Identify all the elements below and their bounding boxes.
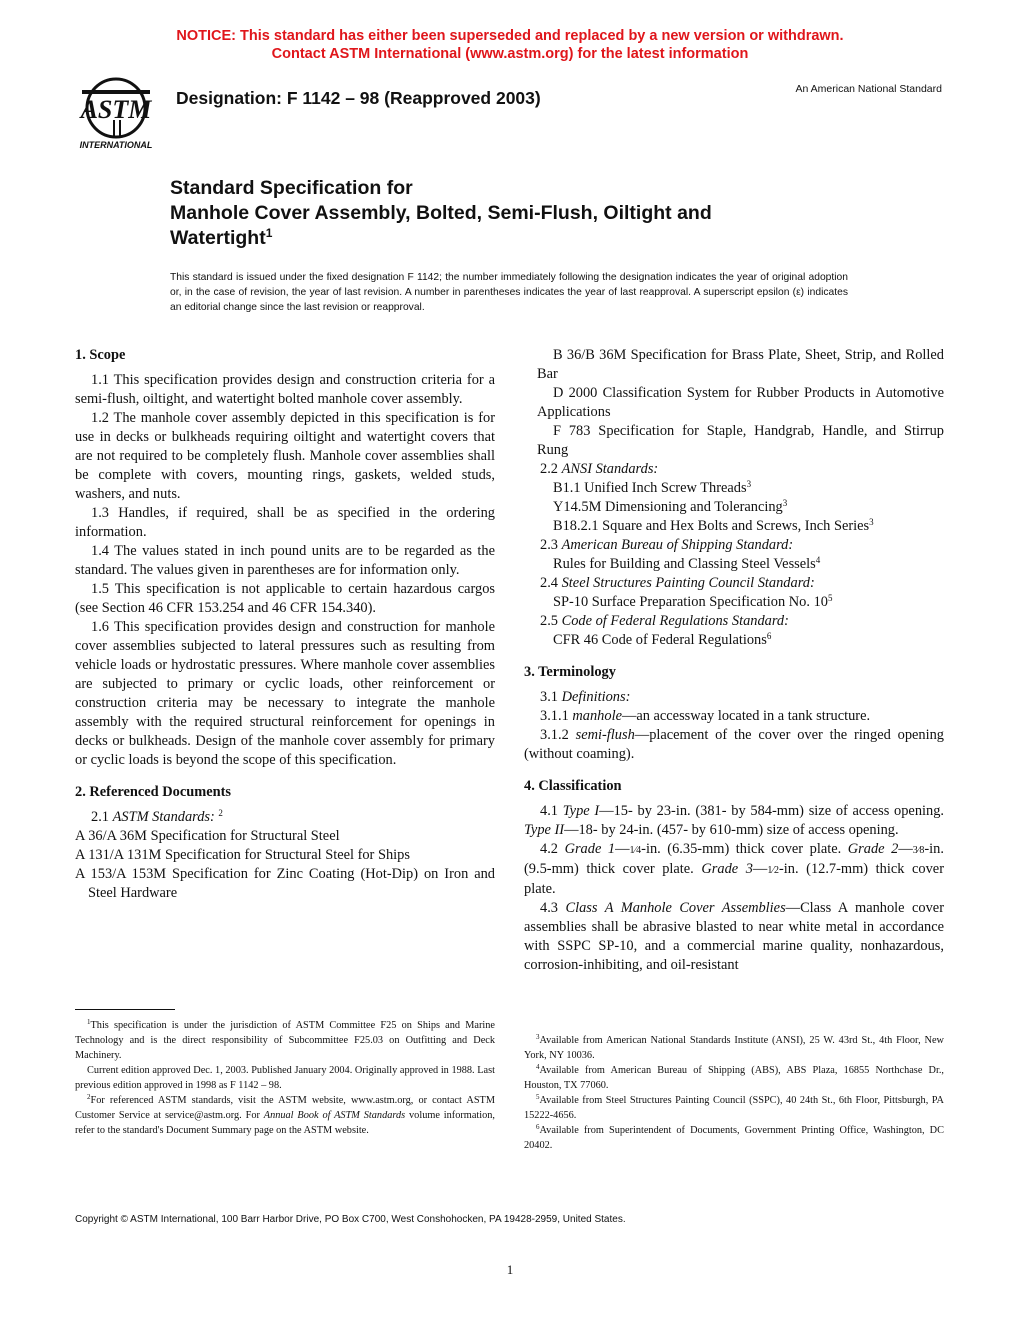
para-2-1: 2.1 ASTM Standards: $^2$	[91, 808, 223, 825]
footnotes-left	[75, 1018, 495, 1138]
para-2-3: 2.3 American Bureau of Shipping Standard:	[540, 537, 794, 553]
ref-d2000: D 2000 Classification System for Rubber Products in Automotive Applications	[537, 385, 944, 420]
section-classification-heading: 4. Classification	[524, 778, 622, 794]
footnote-2: $^2$For referenced ASTM standards, visit the ASTM website, www.astm.org, or contact ASTM Customer Service at service@astm.org. For Annual Book of ASTM Standards volume information, refer to the standard's Document Summary page on the ASTM website.	[75, 1093, 495, 1136]
supersede-notice	[0, 27, 1020, 63]
footnotes-right	[524, 1033, 944, 1153]
national-standard-label: An American National Standard	[795, 83, 942, 95]
ref-a131: A 131/A 131M Specification for Structural Steel for Ships	[75, 847, 410, 863]
ref-b11: B1.1 Unified Inch Screw Threads$^3$	[553, 479, 752, 496]
footnote-4: $^4$Available from American Bureau of Shipping (ABS), ABS Plaza, 16855 Northchase Dr., Houston, TX 77060.	[524, 1063, 944, 1091]
copyright: Copyright © ASTM International, 100 Barr Harbor Drive, PO Box C700, West Conshohocken, PA 19428-2959, United States.	[75, 1214, 626, 1225]
para-1-6: 1.6 This specification provides design and construction for manhole cover assemblies subjected to lateral pressures such as resulting from vehicle loads or hydrostatic pressures. Where manhole cover assemblies are subjected to primary or cyclic loads, other reinforcement or construction criteria may be necessary to integrate the manhole assembly with the required structural reinforcement for openings in decks or bulkheads. Design of the manhole cover assembly for primary or cyclic loads is beyond the scope of this specification.	[75, 619, 495, 768]
ref-b36: B 36/B 36M Specification for Brass Plate, Sheet, Strip, and Rolled Bar	[537, 347, 944, 382]
para-3-1-1: 3.1.1 manhole—an accessway located in a tank structure.	[540, 708, 871, 724]
para-1-1: 1.1 This specification provides design and construction criteria for a semi-flush, oiltight, and watertight bolted manhole cover assembly.	[75, 372, 495, 407]
astm-logo-icon	[72, 76, 160, 152]
section-referenced-heading: 2. Referenced Documents	[75, 784, 231, 800]
para-1-4: 1.4 The values stated in inch pound units are to be regarded as the standard. The values given in parentheses are for information only.	[75, 543, 495, 578]
ref-b1821: B18.2.1 Square and Hex Bolts and Screws, Inch Series$^3$	[553, 517, 874, 534]
para-2-5: 2.5 Code of Federal Regulations Standard:	[540, 613, 789, 629]
left-column	[75, 346, 495, 903]
para-4-3: 4.3 Class A Manhole Cover Assemblies—Class A manhole cover assemblies shall be abrasive blasted to near white metal in accordance with SSPC SP-10, and a commercial marine quality, nonhazardous, corrosion-inhibiting, and oil-resistant	[524, 900, 944, 973]
para-3-1-2: 3.1.2 semi-flush—placement of the cover over the ringed opening (without coaming).	[524, 727, 944, 762]
ref-a36: A 36/A 36M Specification for Structural Steel	[75, 828, 340, 844]
footnote-rule	[75, 1009, 175, 1010]
footnote-3: $^3$Available from American National Standards Institute (ANSI), 25 W. 43rd St., 4th Floor, New York, NY 10036.	[524, 1033, 944, 1061]
footnote-5: $^5$Available from Steel Structures Painting Council (SSPC), 40 24th St., 6th Floor, Pittsburgh, PA 15222-4656.	[524, 1093, 944, 1121]
para-1-5: 1.5 This specification is not applicable to certain hazardous cargos (see Section 46 CFR 153.254 and 46 CFR 154.340).	[75, 581, 495, 616]
right-column	[524, 346, 944, 975]
notice-line-1: NOTICE: This standard has either been superseded and replaced by a new version or withdrawn.	[176, 28, 844, 44]
title-line-1: Standard Specification for	[170, 177, 413, 199]
section-terminology-heading: 3. Terminology	[524, 664, 616, 680]
para-2-4: 2.4 Steel Structures Painting Council Standard:	[540, 575, 815, 591]
footnote-1b: Current edition approved Dec. 1, 2003. Published January 2004. Originally approved in 1988. Last previous edition approved in 1998 as F 1142 – 98.	[75, 1065, 495, 1091]
footnote-6: $^6$Available from Superintendent of Documents, Government Printing Office, Washington, DC 20402.	[524, 1123, 944, 1151]
title-line-2: Manhole Cover Assembly, Bolted, Semi-Flush, Oiltight and	[170, 202, 712, 224]
para-2-2: 2.2 ANSI Standards:	[540, 461, 659, 477]
designation: Designation: F 1142 – 98 (Reapproved 2003)	[176, 88, 541, 108]
ref-sp10: SP-10 Surface Preparation Specification No. $10^5$	[553, 593, 833, 610]
logo-text: INTERNATIONAL	[79, 140, 153, 150]
para-4-2: 4.2 Grade 1—1⁄4-in. (6.35-mm) thick cover plate. Grade 2—3⁄8-in. (9.5-mm) thick cover plate. Grade 3—1⁄2-in. (12.7-mm) thick cover plate.	[524, 841, 944, 897]
title-line-3: Watertight	[170, 227, 266, 249]
page-number: 1	[506, 1262, 514, 1277]
logo-letters: ASTM	[80, 95, 152, 124]
ref-a153: A 153/A 153M Specification for Zinc Coating (Hot-Dip) on Iron and Steel Hardware	[75, 866, 495, 901]
page-title	[170, 176, 890, 251]
notice-line-2: Contact ASTM International (www.astm.org) for the latest information	[271, 46, 749, 62]
section-scope-heading: 1. Scope	[75, 347, 126, 363]
ref-f783: F 783 Specification for Staple, Handgrab, Handle, and Stirrup Rung	[537, 423, 944, 458]
para-4-1: 4.1 Type I—15- by 23-in. (381- by 584-mm) size of access opening. Type II—18- by 24-in. (457- by 610-mm) size of access opening.	[524, 803, 944, 838]
para-1-3: 1.3 Handles, if required, shall be as specified in the ordering information.	[75, 505, 495, 540]
footnote-1: $^1$This specification is under the jurisdiction of ASTM Committee F25 on Ships and Marine Technology and is the direct responsibility of Subcommittee F25.03 on Outfitting and Deck Machinery.	[75, 1018, 495, 1061]
ref-cfr46: CFR 46 Code of Federal Regulations$^6$	[553, 631, 772, 648]
ref-abs-rules: Rules for Building and Classing Steel Vessels$^4$	[553, 555, 821, 572]
para-3-1: 3.1 Definitions:	[540, 689, 631, 705]
para-1-2: 1.2 The manhole cover assembly depicted in this specification is for use in decks or bulkheads requiring oiltight and watertight covers that are not required to be completely flush. Manhole cover assemblies shall be complete with covers, mounting rings, gaskets, welded studs, washers, and nuts.	[75, 410, 495, 502]
title-footnote-mark: 1	[265, 226, 273, 240]
ref-y145: Y14.5M Dimensioning and Tolerancing$^3$	[553, 498, 788, 515]
issued-note: This standard is issued under the fixed designation F 1142; the number immediately following the designation indicates the year of original adoption or, in the case of revision, the year of last revision. A number in parentheses indicates the year of last reapproval. A superscript epsilon (ε) indicates an editorial change since the last revision or reapproval.	[170, 272, 848, 313]
